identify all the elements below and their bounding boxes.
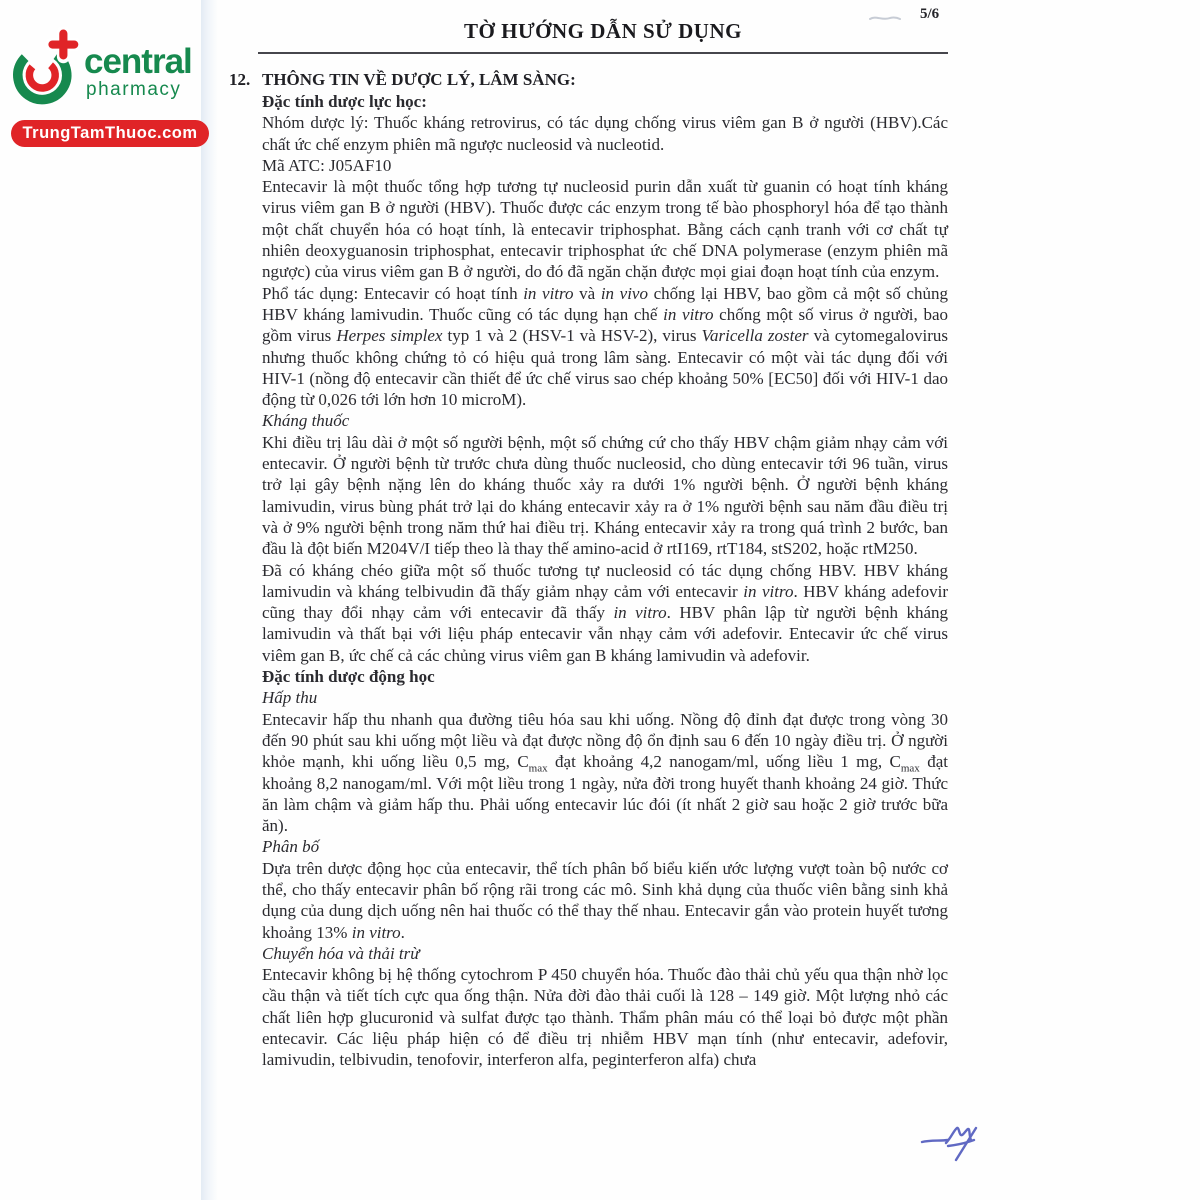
subsection-heading: Hấp thu	[262, 688, 318, 708]
paragraph: Khi điều trị lâu dài ở một số người bệnh, một số chứng cứ cho thấy HBV chậm giảm nhạy cảm với entecavir. Ở người bệnh từ trước chưa dùng thuốc nucleosid, cho dùng entecavir tới 96 tuần, virus trở lại gây bệnh nặng lên do kháng thuốc xảy ra dưới 1% người bệnh. Ở người bệnh kháng lamivudin, virus bùng phát trở lại do kháng entecavir xảy ra ở 1% người bệnh sau năm đầu điều trị và ở 9% người bệnh trong năm thứ hai điều trị. Kháng entecavir xảy ra trong quá trình 2 bước, ban đầu là đột biến M204V/I tiếp theo là thay thế amino-acid ở rtI169, rtT184, stS202, hoặc rtM250.	[262, 432, 948, 559]
paragraph: Mã ATC: J05AF10	[262, 155, 392, 175]
central-pharmacy-logo-icon	[11, 27, 79, 111]
section-title: THÔNG TIN VỀ DƯỢC LÝ, LÂM SÀNG:	[262, 70, 576, 89]
paragraph: Entecavir là một thuốc tổng hợp tương tự nucleosid purin dẫn xuất từ guanin có hoạt tính kháng virus viêm gan B ở người (HBV). Thuốc được các enzym trong tế bào phosphoryl hóa để tạo thành một chất chuyển hóa có hoạt tính, là entecavir triphosphat. Bằng cách cạnh tranh với cơ chất tự nhiên deoxyguanosin triphosphat, entecavir triphosphat ức chế DNA polymerase (enzym phiên mã ngược) của virus viêm gan B ở người, do đó đã ngăn chặn được mọi giai đoạn hoạt tính của enzym.	[262, 177, 948, 282]
document-body	[262, 91, 948, 1071]
scan-edge-shadow	[201, 0, 218, 1200]
subsection-heading: Đặc tính dược lực học:	[262, 92, 427, 111]
paragraph: Phổ tác dụng: Entecavir có hoạt tính in vitro và in vivo chống lại HBV, bao gồm cả một số chủng HBV kháng lamivudin. Thuốc cũng có tác dụng hạn chế in vitro chống một số virus ở người, bao gồm virus Herpes simplex typ 1 và 2 (HSV-1 và HSV-2), virus Varicella zoster và cytomegalovirus nhưng thuốc không chứng tỏ có hiệu quả trong lâm sàng. Entecavir có một vài tác dụng đối với HIV-1 (nồng độ entecavir cần thiết để ức chế virus sao chép khoảng 50% [EC50] đối với HIV-1 dao động từ 0,026 tới lớn hơn 10 microM).	[262, 283, 949, 410]
section-heading	[229, 70, 948, 90]
subsection-heading: Chuyển hóa và thải trừ	[262, 943, 420, 963]
subsection-heading: Kháng thuốc	[262, 411, 350, 431]
paragraph: Đã có kháng chéo giữa một số thuốc tương tự nucleosid có tác dụng chống HBV. HBV kháng lamivudin và kháng telbivudin đã thấy giảm nhạy cảm với entecavir in vitro. HBV kháng adefovir cũng thay đổi nhạy cảm với entecavir đã thấy in vitro. HBV phân lập từ người bệnh kháng lamivudin và thất bại với liệu pháp entecavir vẫn nhạy cảm với adefovir. Entecavir ức chế virus viêm gan B, ức chế cả các chủng virus viêm gan B kháng lamivudin và adefovir.	[262, 560, 948, 665]
paragraph: Nhóm dược lý: Thuốc kháng retrovirus, có tác dụng chống virus viêm gan B ở người (HBV).Các chất ức chế enzym phiên mã ngược nucleosid và nucleotid.	[262, 113, 948, 154]
paragraph: Entecavir hấp thu nhanh qua đường tiêu hóa sau khi uống. Nồng độ đỉnh đạt được trong vòng 30 đến 90 phút sau khi uống một liều và đạt được nồng độ ổn định sau 6 đến 10 ngày điều trị. Ở người khỏe mạnh, khi uống liều 0,5 mg, $C_{max}$ đạt khoảng 4,2 nanogam/ml, uống liều 1 mg, $C_{max}$ đạt khoảng 8,2 nanogam/ml. Với một liều trong 1 ngày, nửa đời trong huyết thanh khoảng 24 giờ. Thức ăn làm chậm và giảm hấp thu. Phải uống entecavir lúc đói (ít nhất 2 giờ sau hoặc 2 giờ trước bữa ăn).	[262, 709, 948, 836]
logo-brand-text: central	[84, 42, 192, 81]
logo-website-badge: TrungTamThuoc.com	[11, 120, 209, 147]
page-number: 5/6	[920, 6, 940, 22]
paragraph: Dựa trên dược động học của entecavir, thể tích phân bố biểu kiến ước lượng vượt toàn bộ nước cơ thể, cho thấy entecavir phân bố rộng rãi trong các mô. Sinh khả dụng của thuốc viên bằng sinh khả dụng của dung dịch uống nên hai thuốc có thể thay thế nhau. Entecavir gắn vào protein huyết tương khoảng 13% in vitro.	[262, 858, 948, 942]
paragraph: Entecavir không bị hệ thống cytochrom P 450 chuyển hóa. Thuốc đào thải chủ yếu qua thận nhờ lọc cầu thận và tiết tích cực qua ống thận. Nửa đời đào thải cuối là 128 – 149 giờ. Một lượng nhỏ các chất liên hợp glucuronid và sulfat được tạo thành. Thẩm phân máu có thể loại bỏ được một phần entecavir. Các liệu pháp hiện có để điều trị nhiễm HBV mạn tính (như entecavir, adefovir, lamivudin, telbivudin, tenofovir, interferon alfa, peginterferon alfa) chưa	[262, 965, 948, 1070]
subsection-heading: Phân bố	[262, 837, 320, 857]
handwritten-initial-ink-mark	[918, 1116, 1002, 1172]
section-number: 12.	[229, 70, 251, 89]
pharmacy-watermark-logo	[11, 27, 213, 147]
title-underline	[258, 52, 948, 54]
logo-brand-subtext: pharmacy	[86, 79, 182, 100]
document-title: TỜ HƯỚNG DẪN SỬ DỤNG	[464, 19, 742, 43]
subsection-heading: Đặc tính dược động học	[262, 667, 435, 687]
